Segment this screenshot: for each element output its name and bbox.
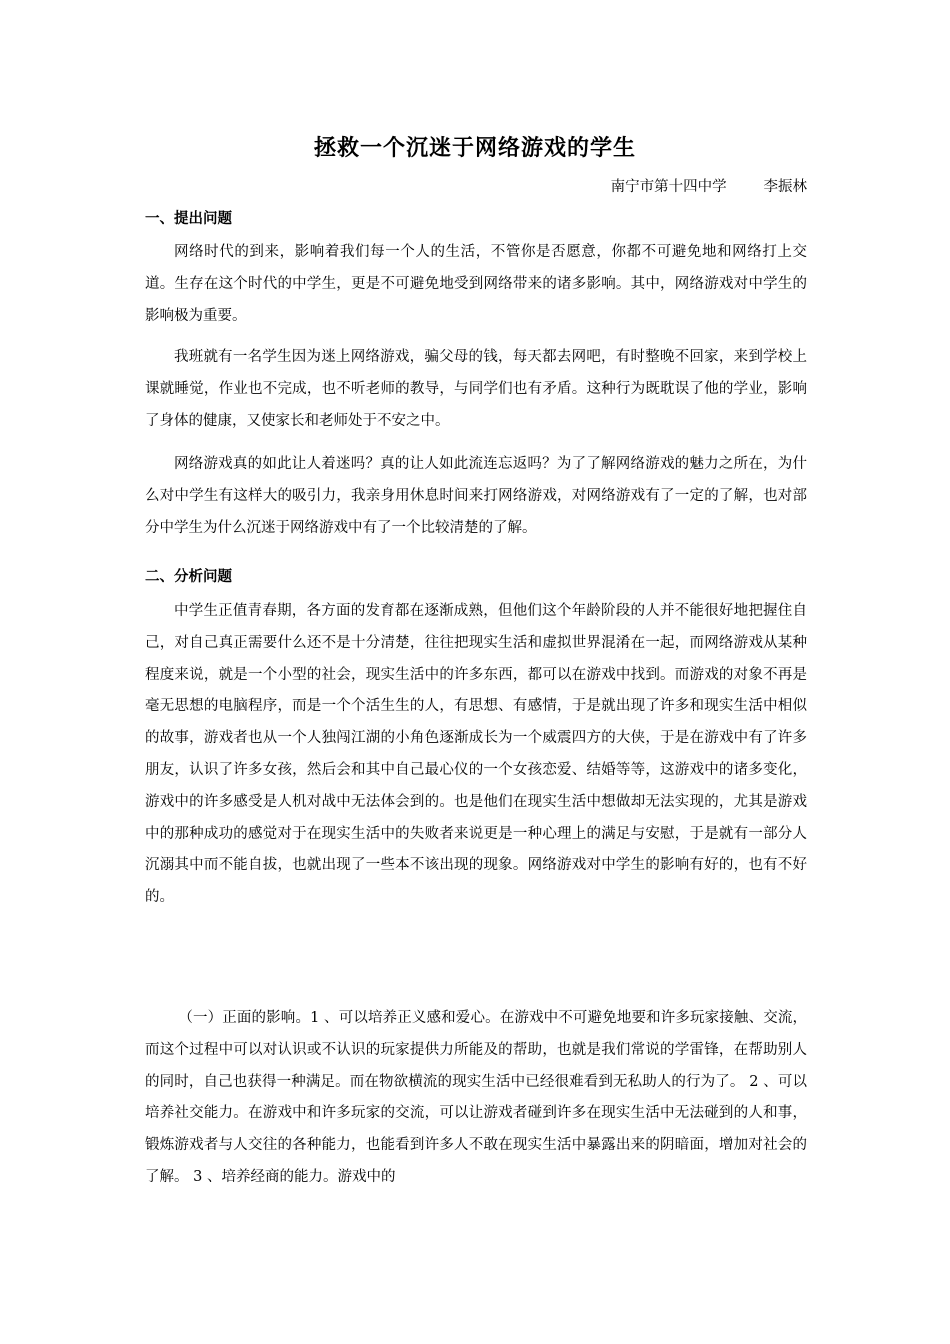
paragraph: 网络游戏真的如此让人着迷吗？真的让人如此流连忘返吗？为了了解网络游戏的魅力之所在，为什么对中学生有这样大的吸引力，我亲身用休息时间来打网络游戏，对网络游戏有了一定的了解，也对部分中学生为什么沉迷于网络游戏中有了一个比较清楚的了解。 xyxy=(145,456,807,536)
paragraph: 中学生正值青春期，各方面的发育都在逐渐成熟，但他们这个年龄阶段的人并不能很好地把握住自己，对自己真正需要什么还不是十分清楚，往往把现实生活和虚拟世界混淆在一起，而网络游戏从某种程度来说，就是一个小型的社会，现实生活中的许多东西，都可以在游戏中找到。而游戏的对象不再是毫无思想的电脑程序，而是一个个活生生的人，有思想、有感情，于是就出现了许多和现实生活中相似的故事，游戏者也从一个人独闯江湖的小角色逐渐成长为一个威震四方的大侠，于是在游戏中有了许多朋友，认识了许多女孩，然后会和其中自己最心仪的一个女孩恋爱、结婚等等，这游戏中的诸多变化，游戏中的许多感受是人机对战中无法体会到的。也是他们在现实生活中想做却无法实现的，尤其是游戏中的那种成功的感觉对于在现实生活中的失败者来说更是一种心理上的满足与安慰，于是就有一部分人沉溺其中而不能自拔，也就出现了一些本不该出现的现象。网络游戏对中学生的影响有好的，也有不好的。 xyxy=(145,603,807,906)
section-heading-1: 一、提出问题 xyxy=(145,211,232,227)
section-heading-2: 二、分析问题 xyxy=(145,569,232,585)
author-line: 南宁市第十四中学 李振林 xyxy=(610,179,807,195)
paragraph: 网络时代的到来，影响着我们每一个人的生活，不管你是否愿意，你都不可避免地和网络打上交道。生存在这个时代的中学生，更是不可避免地受到网络带来的诸多影响。其中，网络游戏对中学生的影响极为重要。 xyxy=(145,244,807,324)
paragraph: （一）正面的影响。1 、可以培养正义感和爱心。在游戏中不可避免地要和许多玩家接触、交流，而这个过程中可以对认识或不认识的玩家提供力所能及的帮助，也就是我们常说的学雷锋，在帮助别人的同时，自己也获得一种满足。而在物欲横流的现实生活中已经很难看到无私助人的行为了。 2 、可以培养社交能力。在游戏中和许多玩家的交流，可以让游戏者碰到许多在现实生活中无法碰到的人和事，锻炼游戏者与人交往的各种能力，也能看到许多人不敢在现实生活中暴露出来的阴暗面，增加对社会的了解。 3 、培养经商的能力。游戏中的 xyxy=(145,1010,807,1185)
document-title: 拯救一个沉迷于网络游戏的学生 xyxy=(313,136,636,161)
paragraph: 我班就有一名学生因为迷上网络游戏，骗父母的钱，每天都去网吧，有时整晚不回家，来到学校上课就睡觉，作业也不完成，也不听老师的教导，与同学们也有矛盾。这种行为既耽误了他的学业，影响了身体的健康，又使家长和老师处于不安之中。 xyxy=(145,349,807,429)
